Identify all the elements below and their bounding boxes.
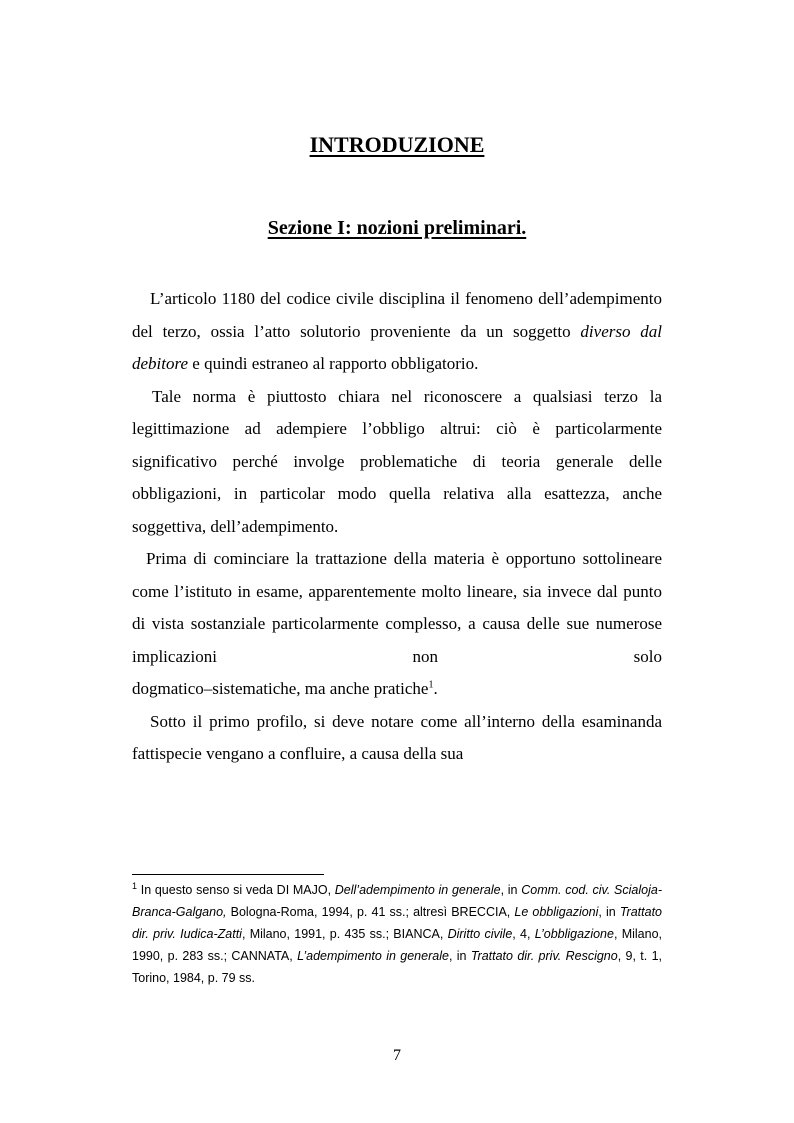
footnote-italic: L’obbligazione	[534, 927, 614, 941]
footnote-text: , Milano, 1991, p. 435 ss.; BIANCA,	[241, 927, 448, 941]
paragraph-3	[132, 543, 662, 706]
paragraph-3-text-c: .	[433, 679, 438, 698]
footnote-separator	[132, 874, 324, 875]
paragraph-3-text-b: dogmatico–sistematiche, ma anche pratiche	[132, 679, 429, 698]
footnote-italic: Le obbligazioni	[514, 905, 599, 919]
footnote-1	[132, 879, 662, 989]
footnote-italic: Diritto civile	[447, 927, 513, 941]
section-title: Sezione I: nozioni preliminari.	[267, 217, 527, 239]
footnote-text: , 4,	[512, 927, 535, 941]
paragraph-1-emphasis: diverso dal debitore	[132, 321, 662, 373]
footnote-italic: Comm. cod. civ. Scialoja-Branca-Galgano,	[132, 883, 662, 919]
footnote-italic: L’adempimento in generale	[297, 949, 449, 963]
footnote-reference[interactable]: 1	[428, 679, 434, 691]
paragraph-1-text-b: e quindi estraneo al rapporto obbligatorio.	[188, 354, 479, 373]
footnote-text: , 9, t. 1, Torino, 1984, p. 79 ss.	[132, 949, 663, 985]
paragraph-1-text-a: L’articolo 1180 del codice civile disciplina il fenomeno dell’adempimento del terzo, ossia l’atto solutorio proveniente da un soggetto	[132, 289, 662, 341]
footnote-text: , in	[448, 949, 471, 963]
footnote-text: , Milano, 1990, p. 283 ss.; CANNATA,	[132, 927, 662, 963]
body-text	[132, 283, 662, 771]
footnote-text: Bologna-Roma, 1994, p. 41 ss.; altresì BRECCIA,	[226, 905, 515, 919]
paragraph-1	[132, 283, 662, 381]
chapter-title: INTRODUZIONE	[309, 132, 485, 157]
paragraph-3-text-a: Prima di cominciare la trattazione della materia è opportuno sottolineare come l’istituto in esame, apparentemente molto lineare, sia invece dal punto di vista sostanziale particolarmente complesso, a causa delle sue numerose implicazioni non solo	[132, 549, 662, 666]
footnote-mark: 1	[132, 880, 138, 891]
page-number: 7	[393, 1047, 401, 1064]
footnote-text: In questo senso si veda DI MAJO,	[137, 883, 335, 897]
footnote-text: , in	[598, 905, 620, 919]
footnote-italic: Dell’adempimento in generale	[334, 883, 501, 897]
footnote-italic: Trattato dir. priv. Rescigno	[470, 949, 618, 963]
footnote-text: , in	[500, 883, 522, 897]
paragraph-4: Sotto il primo profilo, si deve notare come all’interno della esaminanda fattispecie vengano a confluire, a causa della sua	[132, 711, 662, 763]
paragraph-2: Tale norma è piuttosto chiara nel riconoscere a qualsiasi terzo la legittimazione ad adempiere l’obbligo altrui: ciò è particolarmente significativo perché involge problematiche di teoria generale delle obbligazioni, in particolar modo quella relativa alla esattezza, anche soggettiva, dell’adempimento.	[132, 386, 662, 536]
footnote-italic: Trattato dir. priv. Iudica-Zatti	[132, 905, 662, 941]
